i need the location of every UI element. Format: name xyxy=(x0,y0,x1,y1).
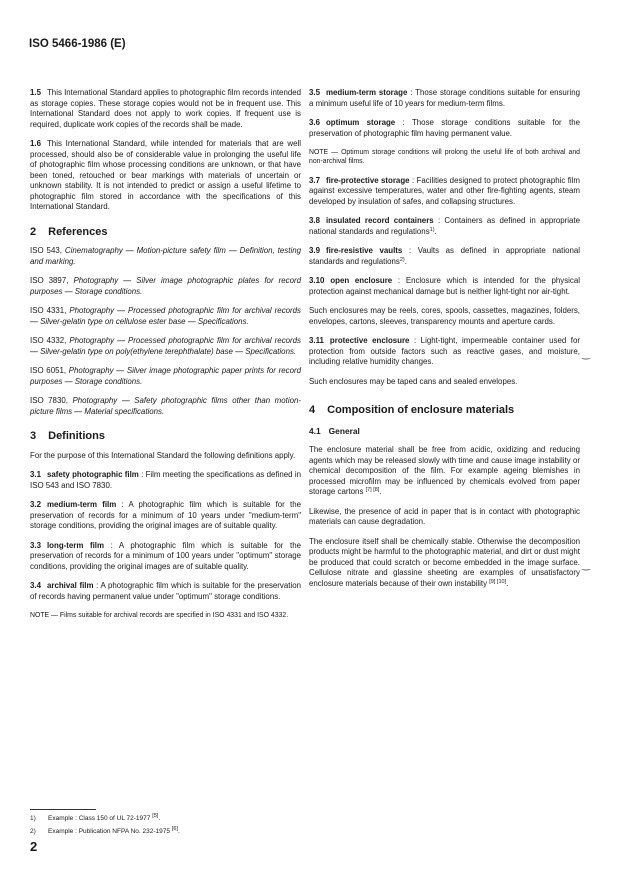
reference-item: ISO 4332, Photography — Processed photographic film for archival records — Silver-gelatin type on poly(ethylene terephthalate) base — Specifications. xyxy=(30,336,301,356)
open-enclosure-examples: Such enclosures may be reels, cores, spools, cassettes, magazines, folders, envelopes, cartons, sleeves, transparency mounts and aperture cards. xyxy=(309,306,580,326)
reference-item: ISO 6051, Photography — Silver image photographic paper prints for record purposes — Storage conditions. xyxy=(30,366,302,386)
document-header: ISO 5466-1986 (E) xyxy=(29,38,126,50)
citation-ref: [7] [8] xyxy=(365,487,380,494)
definition-3-9: 3.9 fire-resistive vaults : Vaults as defined in appropriate national standards and regulations$^{2)}$. xyxy=(309,246,580,266)
subsection-heading-general: 4.1 General xyxy=(309,425,360,436)
footnote-2: 2) Example : Publication NFPA No. 232-1975 [6]. xyxy=(30,826,180,835)
clause-1-6: 1.6 This International Standard, while intended for materials that are well processed, should also be of considerable value in prolonging the useful life of photographic film whose processing conditions are unknown, or that have been toned, retouched or bear markings with materials of uncertain or unknown stability. It is not intended to predict or assign a useful lifetime to photographic film stored in accordance with the specifications of this International Standard. xyxy=(30,139,301,211)
margin-mark: ‿ xyxy=(582,349,591,360)
definition-3-5: 3.5 medium-term storage : Those storage conditions suitable for ensuring a minimum useful life of 10 years for medium-term films. xyxy=(309,88,580,108)
margin-mark: ‿ xyxy=(582,560,591,571)
left-column xyxy=(30,88,301,629)
definition-3-11: 3.11 protective enclosure : Light-tight, impermeable container used for protection from outside factors such as reactive gases, and moisture, including relative humidity changes. xyxy=(309,336,580,367)
definition-3-4: 3.4 archival film : A photographic film which is suitable for the preservation of records having permanent value under "optimum" storage conditions. xyxy=(30,581,301,601)
definition-3-7: 3.7 fire-protective storage : Facilities designed to protect photographic film against excessive temperatures, water and other fire-fighting agents, steam developed by insulation of safes, and collapsing structures. xyxy=(309,175,580,206)
protective-enclosure-examples: Such enclosures may be taped cans and sealed envelopes. xyxy=(309,376,518,386)
definition-3-8: 3.8 insulated record containers : Containers as defined in appropriate national standards and regulations$^{1)}$. xyxy=(309,216,580,236)
definition-3-6: 3.6 optimum storage : Those storage conditions suitable for the preservation of photographic film having permanent value. xyxy=(309,118,580,138)
general-paragraph-1: The enclosure material shall be free from acidic, oxidizing and reducing agents which may be released slowly with time and cause image instability or chemical decomposition of the film. For example ageing blemishes in processed microfilm may be influenced by chemicals evolved from paper storage cartons [7] [8]. xyxy=(309,445,580,497)
reference-item: ISO 3897, Photography — Silver image photographic plates for record purposes — Storage conditions. xyxy=(30,276,301,296)
right-column xyxy=(309,88,580,598)
reference-item: ISO 7830, Photography — Safety photographic films other than motion-picture films — Material specifications. xyxy=(30,396,301,416)
footnote-rule xyxy=(30,809,96,810)
general-paragraph-3: The enclosure itself shall be chemically stable. Otherwise the decomposition products might be harmful to the photographic material, and dirt or dust might be produced that could scratch or become embedded in the image surface. Cellulose nitrate and glassine sheeting are examples of unsatisfactory enclosure materials because of their own instability [9] [10]. xyxy=(309,536,580,588)
citation-ref: [9] [10] xyxy=(489,578,507,585)
definitions-intro: For the purpose of this International Standard the following definitions apply. xyxy=(30,450,296,460)
page-number: 2 xyxy=(30,839,38,854)
definition-3-1: 3.1 safety photographic film : Film meeting the specifications as defined in ISO 543 and ISO 7830. xyxy=(30,470,301,490)
clause-1-5: 1.5 This International Standard applies to photographic film records intended as storage copies. These storage copies would not be in frequent use. This International Standard does not apply to work copies. If frequent use is required, duplicate work copies of the records shall be made. xyxy=(30,88,301,129)
section-heading-references: 2 References xyxy=(30,225,108,238)
footnote-ref: 1) xyxy=(429,226,435,233)
definition-3-10: 3.10 open enclosure : Enclosure which is intended for the physical protection against mechanical damage but is neither light-tight nor air-tight. xyxy=(309,276,580,296)
section-heading-composition: 4 Composition of enclosure materials xyxy=(309,404,515,417)
reference-item: ISO 543, Cinematography — Motion-picture safety film — Definition, testing and marking. xyxy=(30,246,301,266)
footnote-1: 1) Example : Class 150 of UL 72-1977 [5]. xyxy=(30,813,161,822)
note-optimum-storage: NOTE — Optimum storage conditions will prolong the useful life of both archival and non-archival films. xyxy=(309,149,580,166)
reference-item: ISO 4331, Photography — Processed photographic film for archival records — Silver-gelatin type on cellulose ester base — Specifications. xyxy=(30,306,301,326)
general-paragraph-2: Likewise, the presence of acid in paper that is in contact with photographic materials can cause degradation. xyxy=(309,506,580,527)
definition-3-2: 3.2 medium-term film : A photographic film which is suitable for the preservation of records for a minimum of 10 years under "medium-term" storage conditions, providing the original images are of suitable quality. xyxy=(30,500,301,530)
definition-3-3: 3.3 long-term film : A photographic film which is suitable for the preservation of records for a minimum of 100 years under "optimum" storage conditions, providing the original images are of suitable quality. xyxy=(30,540,301,571)
section-heading-definitions: 3 Definitions xyxy=(30,430,105,442)
note-archival-films: NOTE — Films suitable for archival records are specified in ISO 4331 and ISO 4332. xyxy=(30,612,289,619)
footnote-ref: 2) xyxy=(399,256,405,263)
